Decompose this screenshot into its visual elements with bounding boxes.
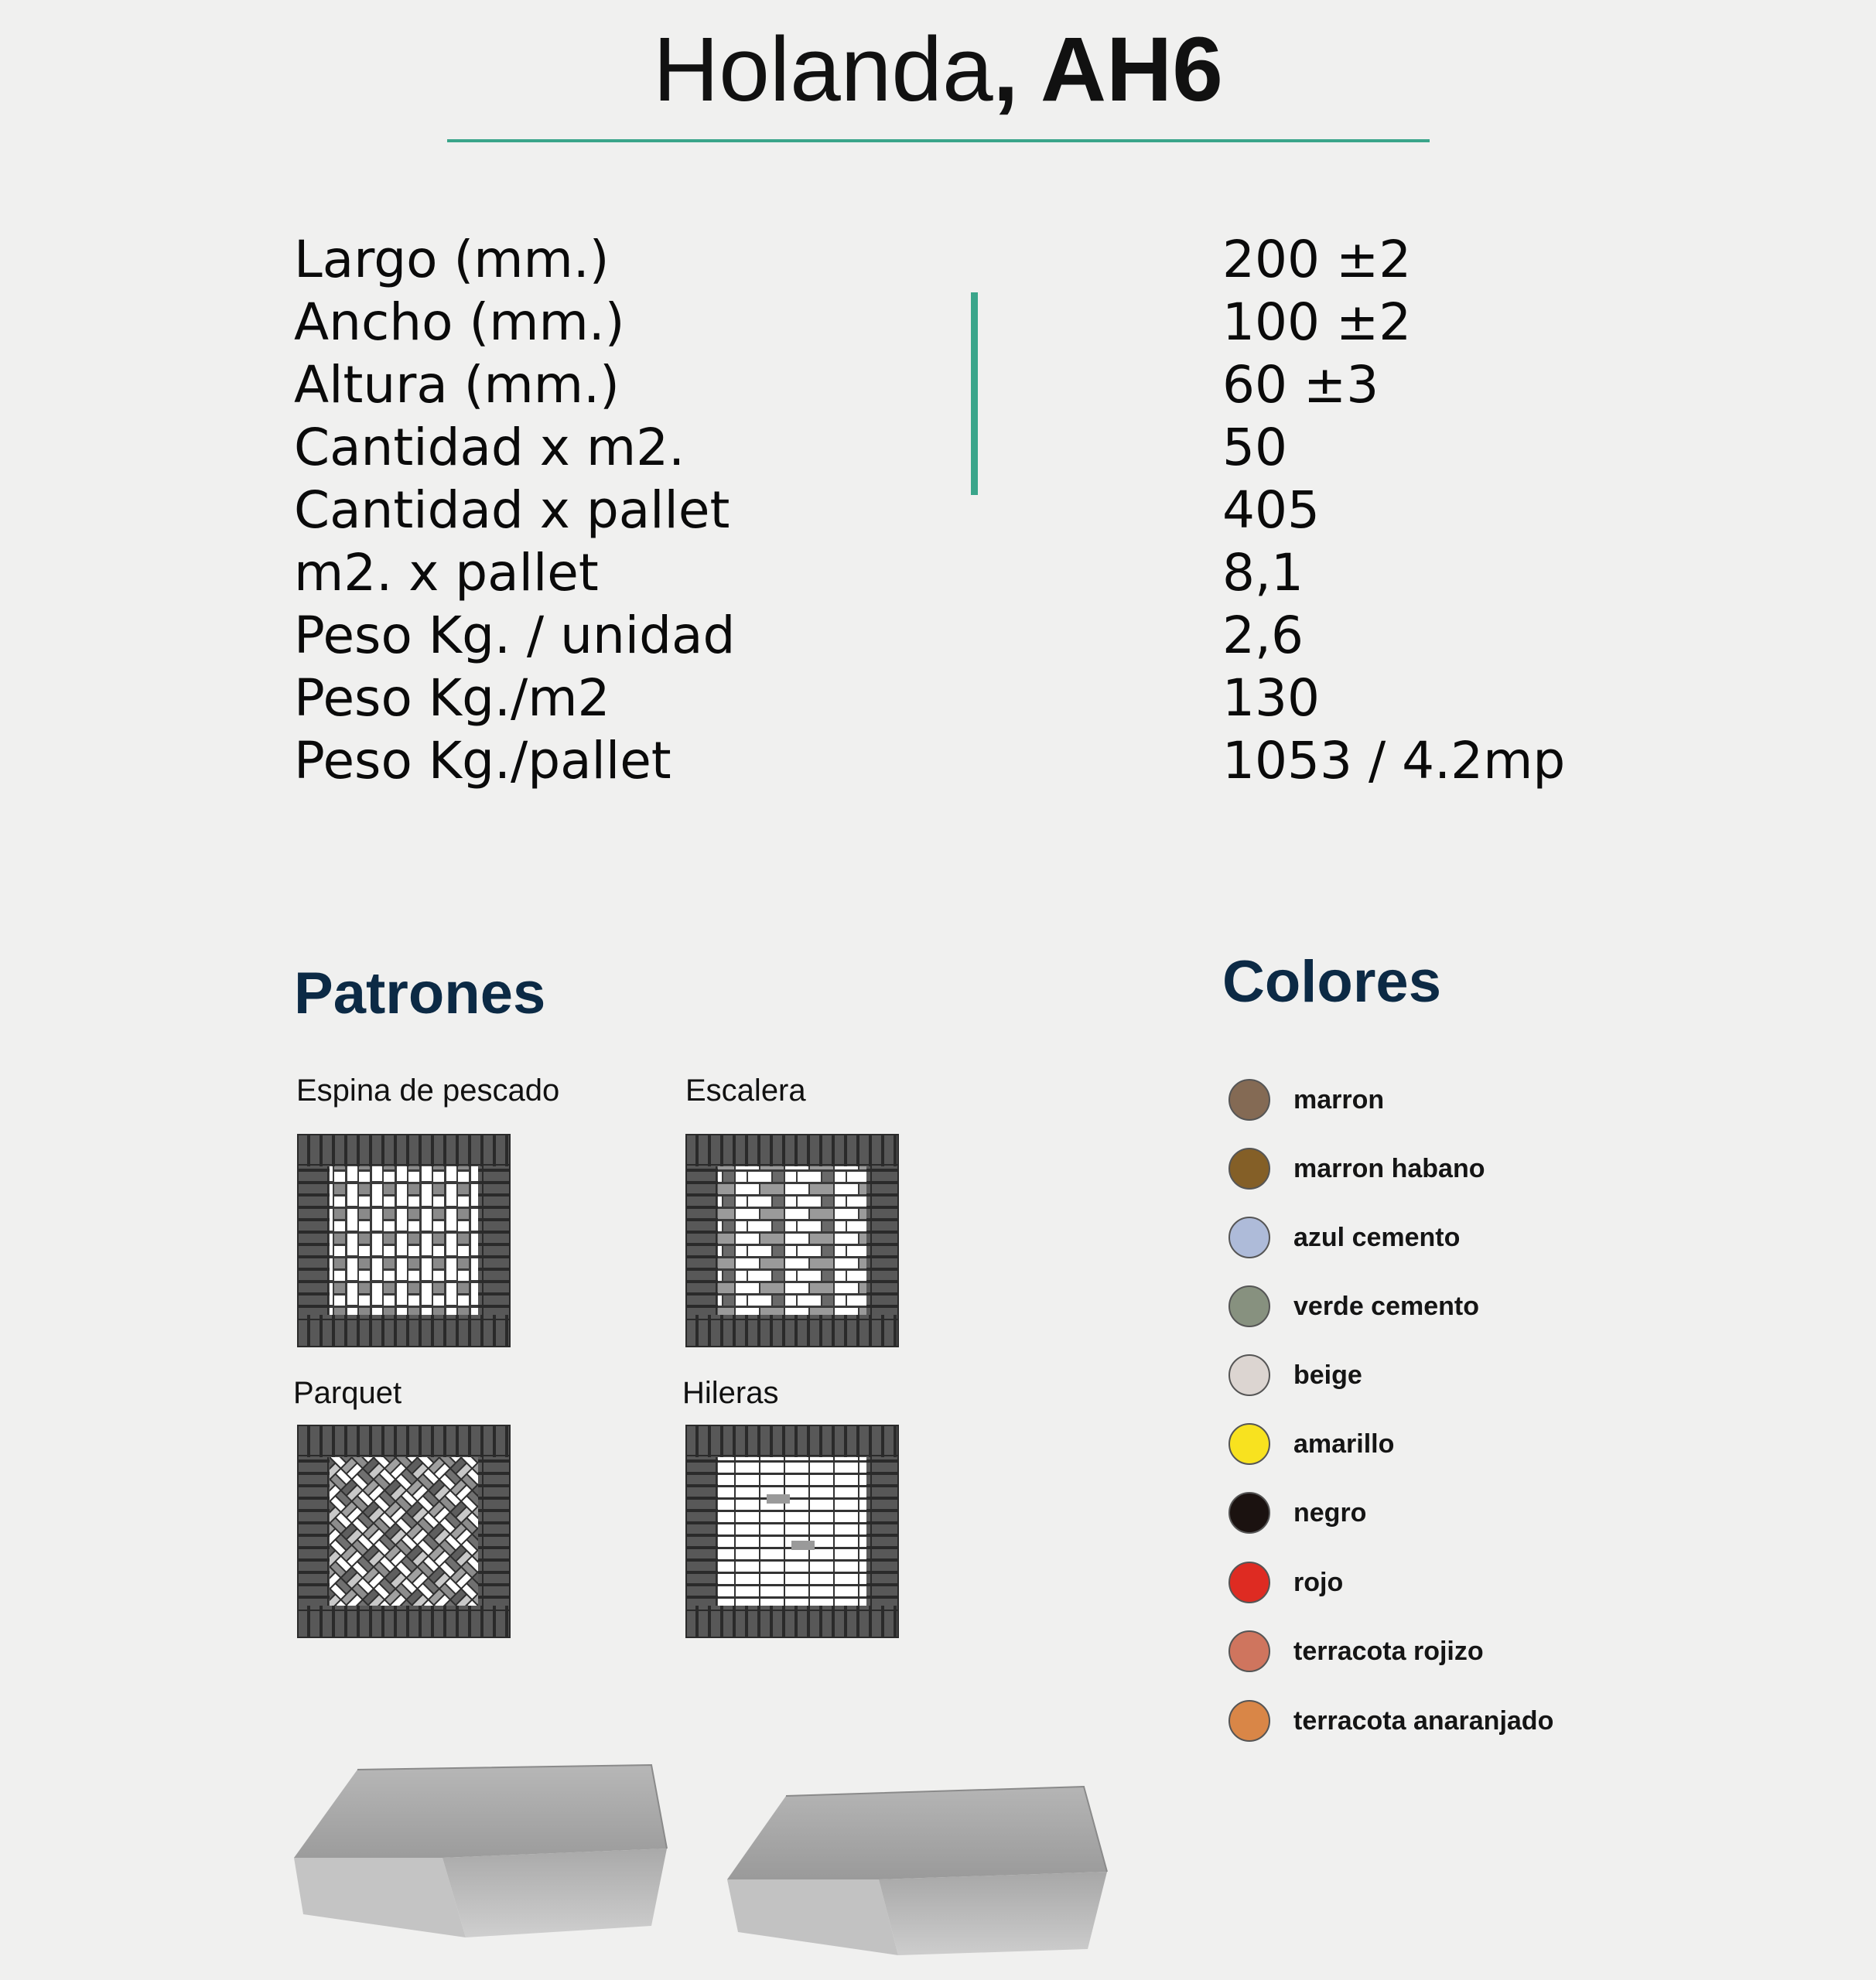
spec-label: Largo (mm.) xyxy=(294,230,610,289)
color-name: terracota rojizo xyxy=(1293,1636,1484,1666)
color-name: beige xyxy=(1293,1360,1362,1390)
parquet-pattern-icon xyxy=(297,1425,511,1638)
color-item xyxy=(1228,1145,1485,1192)
color-item xyxy=(1228,1490,1366,1536)
spec-label: Cantidad x m2. xyxy=(294,418,685,477)
spec-value: 130 xyxy=(1222,668,1320,728)
spec-label: m2. x pallet xyxy=(294,543,599,603)
pattern-label: Espina de pescado xyxy=(296,1074,560,1108)
color-swatch xyxy=(1228,1148,1270,1190)
spec-label: Peso Kg./m2 xyxy=(294,668,610,728)
color-name: amarillo xyxy=(1293,1429,1395,1459)
pattern-label: Parquet xyxy=(293,1376,402,1410)
color-swatch xyxy=(1228,1354,1270,1396)
spec-value: 50 xyxy=(1222,418,1287,477)
color-name: terracota anaranjado xyxy=(1293,1705,1554,1736)
color-name: rojo xyxy=(1293,1567,1344,1597)
color-item xyxy=(1228,1283,1479,1330)
spec-value: 200 ±2 xyxy=(1222,230,1412,289)
concrete-paver-icon xyxy=(288,1756,682,1949)
spec-value: 405 xyxy=(1222,480,1320,540)
spec-label: Peso Kg./pallet xyxy=(294,731,671,790)
staircase-pattern-icon xyxy=(685,1134,899,1347)
pattern-label: Hileras xyxy=(682,1376,779,1410)
color-name: marron xyxy=(1293,1084,1385,1115)
spec-divider xyxy=(971,292,978,495)
color-swatch xyxy=(1228,1562,1270,1603)
rows-pattern-icon xyxy=(685,1425,899,1638)
page-title xyxy=(0,15,1876,124)
color-swatch xyxy=(1228,1217,1270,1258)
color-swatch xyxy=(1228,1492,1270,1534)
spec-value: 8,1 xyxy=(1222,543,1304,603)
concrete-paver-icon xyxy=(724,1779,1119,1965)
color-swatch xyxy=(1228,1630,1270,1672)
pattern-label: Escalera xyxy=(685,1074,806,1108)
color-item xyxy=(1228,1214,1460,1261)
color-name: verde cemento xyxy=(1293,1291,1479,1321)
colors-title: Colores xyxy=(1222,949,1441,1015)
color-name: azul cemento xyxy=(1293,1222,1461,1252)
spec-value: 60 ±3 xyxy=(1222,355,1379,415)
color-item xyxy=(1228,1628,1484,1674)
spec-label: Altura (mm.) xyxy=(294,355,620,415)
product-code: , AH6 xyxy=(993,19,1223,121)
color-item xyxy=(1228,1698,1553,1744)
color-swatch xyxy=(1228,1285,1270,1327)
color-item xyxy=(1228,1077,1384,1123)
herringbone-pattern-icon xyxy=(297,1134,511,1347)
color-item xyxy=(1228,1352,1362,1398)
color-item xyxy=(1228,1421,1394,1467)
color-name: negro xyxy=(1293,1497,1367,1528)
color-item xyxy=(1228,1559,1343,1606)
patterns-title: Patrones xyxy=(294,961,546,1026)
color-swatch xyxy=(1228,1079,1270,1121)
color-name: marron habano xyxy=(1293,1153,1485,1183)
product-model: Holanda xyxy=(653,19,993,121)
spec-label: Cantidad x pallet xyxy=(294,480,730,540)
spec-label: Peso Kg. / unidad xyxy=(294,606,736,665)
spec-value: 100 ±2 xyxy=(1222,292,1412,352)
color-swatch xyxy=(1228,1423,1270,1465)
title-divider xyxy=(447,139,1430,142)
color-swatch xyxy=(1228,1700,1270,1742)
spec-value: 2,6 xyxy=(1222,606,1304,665)
spec-value: 1053 / 4.2mp xyxy=(1222,731,1566,790)
spec-label: Ancho (mm.) xyxy=(294,292,625,352)
